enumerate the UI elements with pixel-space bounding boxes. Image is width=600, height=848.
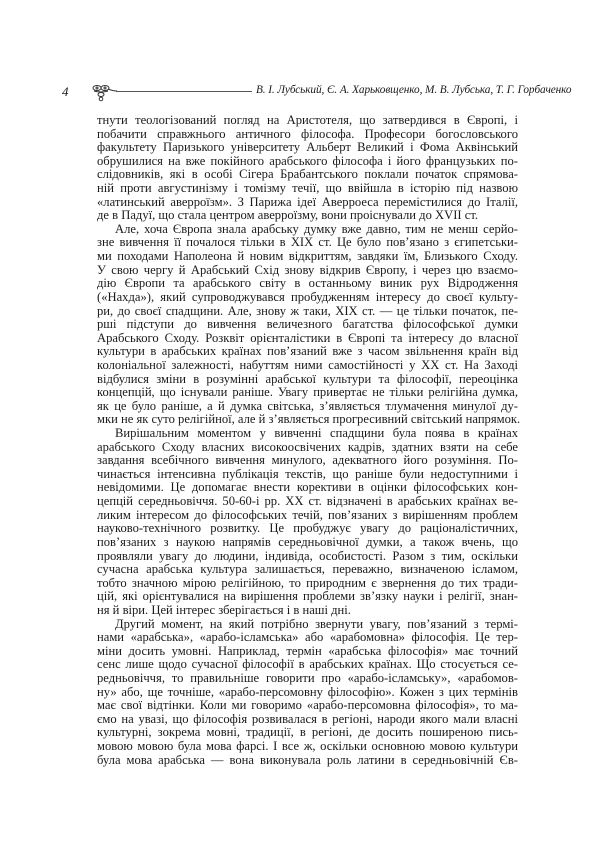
text-line: «латинський аверроїзм». З Парижа ідеї Аверроеса перемістилися до Італії, <box>97 194 518 209</box>
text-line: ній проти августинізму і томізму течії, що ввійшла в історію під назвою <box>97 181 518 196</box>
text-line: має свої відтінки. Коли ми говоримо «арабо-персомовна філософія», то ма- <box>97 698 518 713</box>
text-line: ня й віри. Цей інтерес зберігається і в наші дні. <box>97 602 351 617</box>
text-line: Другий момент, на який потрібно звернути увагу, пов’язаний з термі- <box>115 616 518 631</box>
paragraph <box>97 427 518 618</box>
text-line: («Нахда»), який супроводжувався пробудженням інтересу до своєї культу- <box>97 289 518 304</box>
text-line: чинається інтенсивна публікація текстів, що раніше були недоступними і <box>97 466 518 481</box>
text-line: де в Падуї, що стала центром аверроїзму, вони проіснували до XVII ст. <box>97 208 479 223</box>
text-line: як це було раніше, а й думка світська, з’являється тлумачення минулої ду- <box>97 398 518 413</box>
paragraph <box>97 618 518 768</box>
header-rule <box>116 91 252 92</box>
text-line: культурні, зокрема мовні, традиції, в регіоні, де досить поширеною пись- <box>97 725 518 740</box>
text-line: міни досить умовні. Наприклад, термін «арабська філософія» має точний <box>97 643 518 658</box>
text-line: концепцій, що існували раніше. Увагу привертає не тільки релігійна думка, <box>97 385 518 400</box>
text-line: ри, до своєї спадщини. Але, знову ж таки, XIX ст. — це тільки початок, пе- <box>97 303 518 318</box>
text-line: цій, які орієнтувалися на вирішення проблеми зв’язку науки і релігії, знан- <box>97 589 518 604</box>
text-line: сенс лише щодо сучасної філософії в арабських країнах. Що стосується се- <box>97 657 518 672</box>
text-line: колоніальної залежності, набуттям ними самостійності у XX ст. На Заході <box>97 357 518 372</box>
text-line: нами «арабська», «арабо-ісламська» або «арабомовна» філософія. Це тер- <box>97 630 518 645</box>
text-line: слідовників, які в особі Сігера Брабантського поклали початок спрямова- <box>97 167 518 182</box>
text-line: арабського Сходу власних високоосвічених кадрів, здатних взяти на себе <box>97 439 518 454</box>
text-line: зне вивчення її почалося тільки в XIX ст. Це було пов’язано з єгипетськи- <box>97 235 518 250</box>
body-text <box>97 113 521 767</box>
text-line: редньовіччя, то правильніше говорити про «арабо-ісламську», «арабомов- <box>97 670 518 685</box>
text-line: дію Європи та арабського світу в останньому виник рух Відродження <box>97 276 518 291</box>
text-line: мовою мовою була мова фарсі. І все ж, оскільки основною мовою культури <box>97 739 518 754</box>
text-line: мки не як суто релігійної, але й з’являється прогресивний світський напрямок. <box>97 412 521 427</box>
text-line: факультету Паризького університету Альберт Великий і Фома Аквінський <box>97 140 518 155</box>
text-line: завдання всебічного вивчення минулого, адекватного його розуміння. По- <box>97 453 518 468</box>
text-line: науково-технічного розвитку. Це пробуджує увагу до раціоналістичних, <box>97 521 518 536</box>
flourish-ornament-icon <box>90 82 118 102</box>
text-line: відбулися зміни в розумінні арабської культури та філософії, переоцінка <box>97 371 518 386</box>
running-header <box>0 82 600 102</box>
text-line: У свою чергу й Арабський Схід знову відкрив Європу, і через цю взаємо- <box>97 262 518 277</box>
text-line: рші підступи до вивчення величезного багатства філософської думки <box>97 317 518 332</box>
text-line: обрушилися на вже покійного арабського філософа і його французьких по- <box>97 153 518 168</box>
text-line: Вирішальним моментом у вивченні спадщини була поява в країнах <box>115 426 518 441</box>
text-line: побачити справжнього античного філософа. Професори богословського <box>97 126 518 141</box>
text-line: тнути теологізований погляд на Аристотеля, що затвердився в Європі, і <box>97 113 518 127</box>
page-number: 4 <box>62 84 69 99</box>
text-line: пов’язаних з наукою напрямів середньовічної думки, а також вчень, що <box>97 534 518 549</box>
text-line: цепцій середньовіччя. 50-60-і рр. XX ст. відзначені в арабських країнах ве- <box>97 494 518 509</box>
text-line: ми походами Наполеона й новим відкриттям, завдяки їм, Близького Сходу. <box>97 249 518 264</box>
paragraph <box>97 221 521 427</box>
text-line: ликим інтересом до філософських течій, пов’язаних з вирішенням проблем <box>97 507 518 522</box>
text-line: ємо на увазі, що філософія розвивалася в регіоні, народи якого мали власні <box>97 711 518 726</box>
text-line: проявляли увагу до людини, індивіда, особистості. Разом з тим, оскільки <box>97 548 518 563</box>
text-line: невідомими. Це допомагає внести корективи в оцінки філософських кон- <box>97 480 518 495</box>
paragraph <box>97 114 518 223</box>
text-line: Арабського Сходу. Розквіт орієнталістики в Європі та інтересу до власної <box>97 330 518 345</box>
text-line: ну» або, ще точніше, «арабо-персомовну філософію». Кожен з цих термінів <box>97 684 518 699</box>
running-head-authors: В. І. Лубський, Є. А. Харьковщенко, М. В. Лубська, Т. Г. Горбаченко <box>256 84 572 96</box>
text-line: Але, хоча Європа знала арабську думку вже давно, тим не менш серйо- <box>115 221 518 236</box>
text-line: сучасна арабська культура залишається, переважно, визначеною ісламом, <box>97 562 518 577</box>
text-line: була мова арабська — вона виконувала роль латини в середньовічній Єв- <box>97 752 518 767</box>
text-line: культури в арабських країнах пов’язаний вже з часом звільнення країн від <box>97 344 518 359</box>
text-line: тобто значною мірою релігійною, то природним є звернення до тих тради- <box>97 575 518 590</box>
